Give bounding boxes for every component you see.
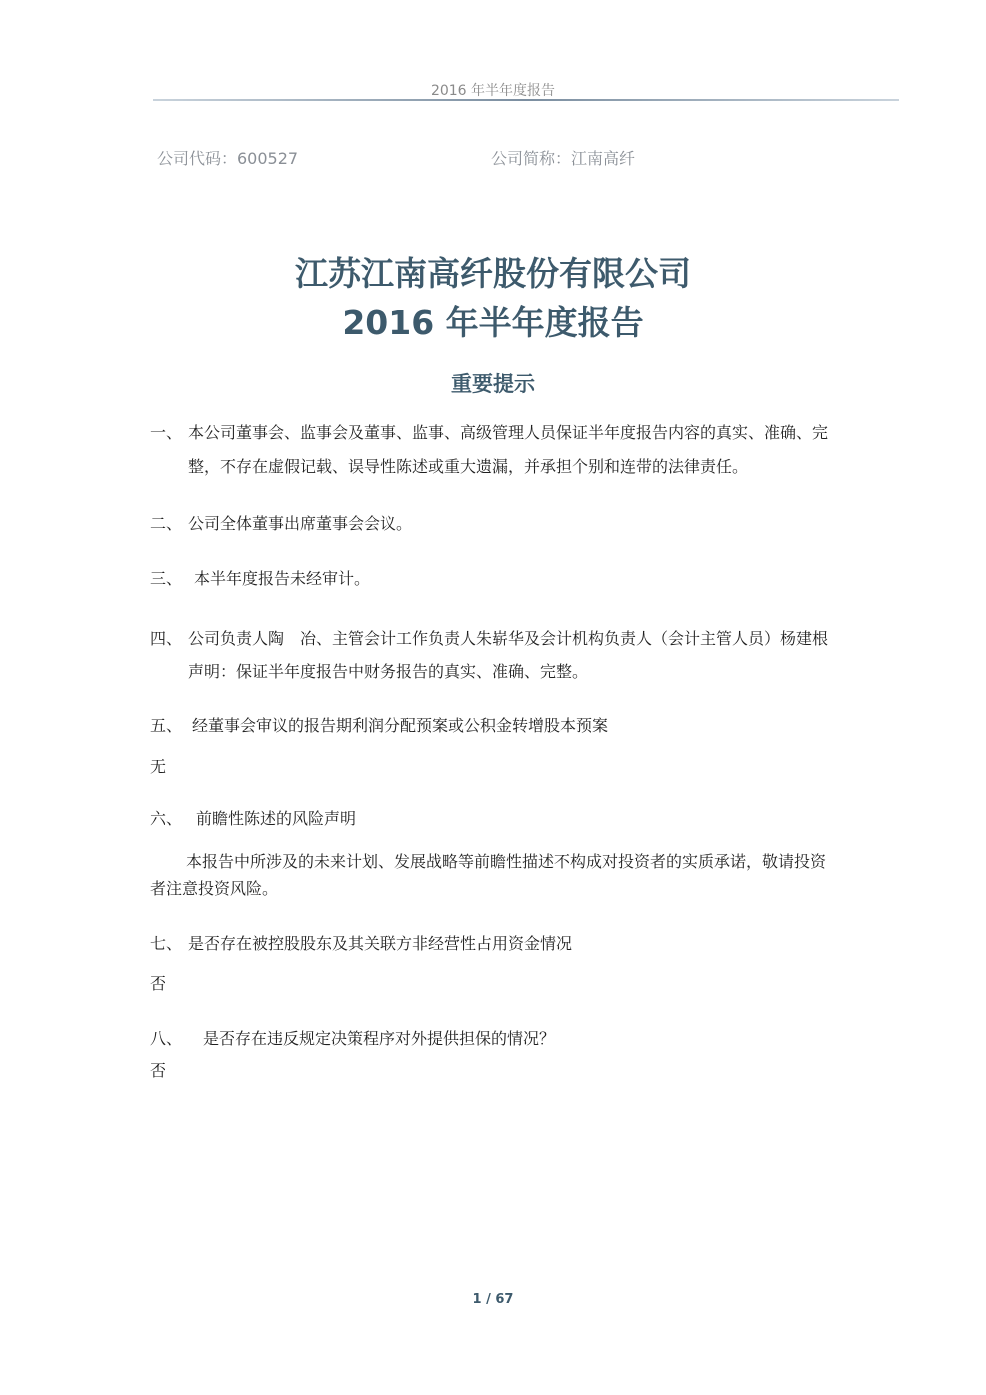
running-header: 2016 年半年度报告 — [430, 83, 556, 99]
item-1-text: 本公司董事会、监事会及董事、监事、高级管理人员保证半年度报告内容的真实、准确、完 — [188, 423, 829, 442]
item-number-8: 八、 — [150, 1029, 183, 1048]
item-number-1: 一、 — [150, 423, 183, 442]
item-4-text-cont: 声明：保证半年度报告中财务报告的真实、准确、完整。 — [188, 662, 589, 681]
item-3-text: 本半年度报告未经审计。 — [194, 569, 371, 588]
item-number-4: 四、 — [150, 629, 183, 648]
item-5-text: 经董事会审议的报告期利润分配预案或公积金转增股本预案 — [192, 716, 609, 735]
item-7-text: 是否存在被控股股东及其关联方非经营性占用资金情况 — [188, 934, 573, 953]
item-2-text: 公司全体董事出席董事会会议。 — [188, 514, 413, 533]
item-4-text: 公司负责人陶 冶、主管会计工作负责人朱崭华及会计机构负责人（会计主管人员）杨建根 — [188, 629, 829, 648]
item-5-answer: 无 — [150, 757, 167, 776]
header-divider — [153, 99, 899, 101]
item-8-answer: 否 — [150, 1061, 167, 1080]
item-number-5: 五、 — [150, 716, 183, 735]
company-abbreviation: 公司简称：江南高纤 — [491, 149, 636, 168]
item-6-body: 本报告中所涉及的未来计划、发展战略等前瞻性描述不构成对投资者的实质承诺，敬请投资 — [186, 852, 827, 871]
report-title-period: 2016 年半年度报告 — [342, 303, 644, 342]
company-code: 公司代码：600527 — [157, 149, 299, 168]
item-number-2: 二、 — [150, 514, 183, 533]
page-number: 1 / 67 — [472, 1292, 514, 1307]
important-notice-heading: 重要提示 — [451, 372, 535, 396]
item-number-6: 六、 — [150, 809, 183, 828]
item-number-3: 三、 — [150, 569, 183, 588]
item-8-text: 是否存在违反规定决策程序对外提供担保的情况？ — [203, 1029, 556, 1048]
item-number-7: 七、 — [150, 934, 183, 953]
item-1-text-cont: 整，不存在虚假记载、误导性陈述或重大遗漏，并承担个别和连带的法律责任。 — [188, 457, 749, 476]
item-6-text: 前瞻性陈述的风险声明 — [196, 809, 357, 828]
report-title-company: 江苏江南高纤股份有限公司 — [295, 254, 691, 293]
item-7-answer: 否 — [150, 974, 167, 993]
item-6-body-cont: 者注意投资风险。 — [150, 879, 279, 898]
